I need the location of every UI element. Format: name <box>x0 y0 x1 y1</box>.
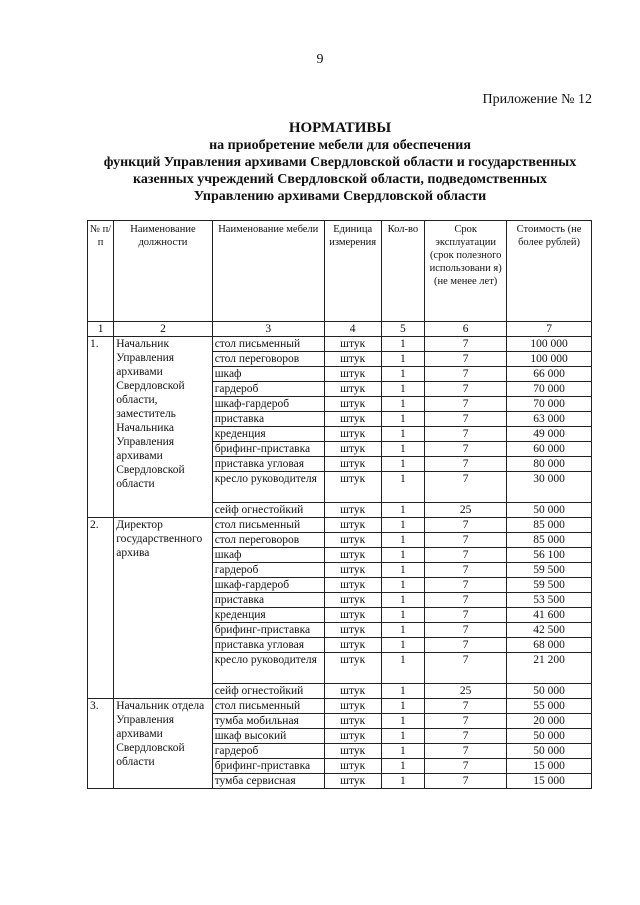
column-number: 6 <box>425 322 507 337</box>
service-life-cell: 7 <box>425 744 507 759</box>
unit-cell: штук <box>324 653 381 684</box>
unit-cell: штук <box>324 427 381 442</box>
cost-cell: 15 000 <box>507 774 592 789</box>
service-life-cell: 7 <box>425 442 507 457</box>
service-life-cell: 7 <box>425 653 507 684</box>
furniture-name: кресло руководителя <box>212 472 324 503</box>
furniture-name: шкаф <box>212 548 324 563</box>
service-life-cell: 7 <box>425 412 507 427</box>
quantity-cell: 1 <box>381 412 425 427</box>
column-number: 1 <box>88 322 114 337</box>
quantity-cell: 1 <box>381 714 425 729</box>
unit-cell: штук <box>324 593 381 608</box>
furniture-name: гардероб <box>212 744 324 759</box>
quantity-cell: 1 <box>381 623 425 638</box>
furniture-name: стол переговоров <box>212 533 324 548</box>
service-life-cell: 7 <box>425 714 507 729</box>
unit-cell: штук <box>324 442 381 457</box>
cost-cell: 55 000 <box>507 699 592 714</box>
unit-cell: штук <box>324 518 381 533</box>
furniture-name: приставка угловая <box>212 638 324 653</box>
unit-cell: штук <box>324 578 381 593</box>
cost-cell: 20 000 <box>507 714 592 729</box>
cost-cell: 70 000 <box>507 397 592 412</box>
furniture-name: стол письменный <box>212 699 324 714</box>
unit-cell: штук <box>324 367 381 382</box>
cost-cell: 49 000 <box>507 427 592 442</box>
service-life-cell: 7 <box>425 457 507 472</box>
unit-cell: штук <box>324 412 381 427</box>
unit-cell: штук <box>324 457 381 472</box>
furniture-name: гардероб <box>212 382 324 397</box>
service-life-cell: 7 <box>425 533 507 548</box>
quantity-cell: 1 <box>381 759 425 774</box>
furniture-name: брифинг-приставка <box>212 442 324 457</box>
service-life-cell: 7 <box>425 608 507 623</box>
table-header-row <box>88 221 592 322</box>
unit-cell: штук <box>324 638 381 653</box>
quantity-cell: 1 <box>381 593 425 608</box>
quantity-cell: 1 <box>381 684 425 699</box>
quantity-cell: 1 <box>381 337 425 352</box>
unit-cell: штук <box>324 382 381 397</box>
unit-cell: штук <box>324 774 381 789</box>
unit-cell: штук <box>324 548 381 563</box>
furniture-name: шкаф-гардероб <box>212 397 324 412</box>
service-life-cell: 7 <box>425 593 507 608</box>
unit-cell: штук <box>324 684 381 699</box>
furniture-name: тумба мобильная <box>212 714 324 729</box>
service-life-cell: 7 <box>425 518 507 533</box>
furniture-name: гардероб <box>212 563 324 578</box>
unit-cell: штук <box>324 699 381 714</box>
furniture-name: тумба сервисная <box>212 774 324 789</box>
quantity-cell: 1 <box>381 744 425 759</box>
quantity-cell: 1 <box>381 578 425 593</box>
appendix-label: Приложение № 12 <box>482 92 592 107</box>
header-num: № п/п <box>88 221 114 322</box>
column-number: 2 <box>114 322 212 337</box>
title-main: НОРМАТИВЫ <box>288 120 392 136</box>
furniture-name: стол письменный <box>212 518 324 533</box>
quantity-cell: 1 <box>381 608 425 623</box>
service-life-cell: 7 <box>425 729 507 744</box>
service-life-cell: 7 <box>425 352 507 367</box>
service-life-cell: 7 <box>425 578 507 593</box>
quantity-cell: 1 <box>381 397 425 412</box>
cost-cell: 60 000 <box>507 442 592 457</box>
service-life-cell: 7 <box>425 382 507 397</box>
furniture-name: сейф огнестойкий <box>212 503 324 518</box>
quantity-cell: 1 <box>381 427 425 442</box>
header-qty: Кол-во <box>381 221 425 322</box>
document-title <box>80 120 600 205</box>
cost-cell: 50 000 <box>507 503 592 518</box>
furniture-name: брифинг-приставка <box>212 759 324 774</box>
unit-cell: штук <box>324 608 381 623</box>
furniture-name: брифинг-приставка <box>212 623 324 638</box>
cost-cell: 100 000 <box>507 352 592 367</box>
furniture-norms-table <box>87 220 592 789</box>
row-number: 2. <box>88 518 114 699</box>
furniture-name: шкаф-гардероб <box>212 578 324 593</box>
furniture-name: шкаф высокий <box>212 729 324 744</box>
service-life-cell: 7 <box>425 337 507 352</box>
quantity-cell: 1 <box>381 699 425 714</box>
unit-cell: штук <box>324 729 381 744</box>
quantity-cell: 1 <box>381 653 425 684</box>
cost-cell: 59 500 <box>507 563 592 578</box>
unit-cell: штук <box>324 714 381 729</box>
furniture-name: стол переговоров <box>212 352 324 367</box>
quantity-cell: 1 <box>381 563 425 578</box>
unit-cell: штук <box>324 472 381 503</box>
service-life-cell: 7 <box>425 638 507 653</box>
service-life-cell: 7 <box>425 699 507 714</box>
row-number: 3. <box>88 699 114 789</box>
column-number: 7 <box>507 322 592 337</box>
cost-cell: 68 000 <box>507 638 592 653</box>
cost-cell: 56 100 <box>507 548 592 563</box>
header-position: Наименование должности <box>114 221 212 322</box>
unit-cell: штук <box>324 759 381 774</box>
cost-cell: 42 500 <box>507 623 592 638</box>
title-line-3: казенных учреждений Свердловской области, подведомственных <box>132 172 548 187</box>
column-number: 3 <box>212 322 324 337</box>
service-life-cell: 7 <box>425 397 507 412</box>
service-life-cell: 25 <box>425 503 507 518</box>
service-life-cell: 7 <box>425 563 507 578</box>
table-row <box>88 518 592 533</box>
quantity-cell: 1 <box>381 533 425 548</box>
column-number: 4 <box>324 322 381 337</box>
table-row <box>88 337 592 352</box>
cost-cell: 21 200 <box>507 653 592 684</box>
cost-cell: 50 000 <box>507 729 592 744</box>
table-row <box>88 699 592 714</box>
quantity-cell: 1 <box>381 472 425 503</box>
unit-cell: штук <box>324 623 381 638</box>
quantity-cell: 1 <box>381 518 425 533</box>
title-line-4: Управлению архивами Свердловской области <box>193 189 487 204</box>
table-body <box>88 337 592 789</box>
header-cost: Стоимость (не более рублей) <box>507 221 592 322</box>
furniture-name: стол письменный <box>212 337 324 352</box>
title-line-1: на приобретение мебели для обеспечения <box>209 138 471 153</box>
quantity-cell: 1 <box>381 729 425 744</box>
cost-cell: 30 000 <box>507 472 592 503</box>
cost-cell: 41 600 <box>507 608 592 623</box>
header-item: Наименование мебели <box>212 221 324 322</box>
quantity-cell: 1 <box>381 774 425 789</box>
service-life-cell: 7 <box>425 623 507 638</box>
furniture-name: шкаф <box>212 367 324 382</box>
unit-cell: штук <box>324 337 381 352</box>
unit-cell: штук <box>324 352 381 367</box>
cost-cell: 63 000 <box>507 412 592 427</box>
service-life-cell: 7 <box>425 367 507 382</box>
quantity-cell: 1 <box>381 352 425 367</box>
cost-cell: 59 500 <box>507 578 592 593</box>
cost-cell: 100 000 <box>507 337 592 352</box>
position-name: Начальник отдела Управления архивами Свердловской области <box>114 699 212 789</box>
row-number: 1. <box>88 337 114 518</box>
title-line-2: функций Управления архивами Свердловской области и государственных <box>103 155 577 170</box>
service-life-cell: 7 <box>425 774 507 789</box>
furniture-name: приставка <box>212 412 324 427</box>
cost-cell: 80 000 <box>507 457 592 472</box>
cost-cell: 53 500 <box>507 593 592 608</box>
column-number: 5 <box>381 322 425 337</box>
service-life-cell: 7 <box>425 427 507 442</box>
cost-cell: 70 000 <box>507 382 592 397</box>
service-life-cell: 7 <box>425 472 507 503</box>
furniture-name: сейф огнестойкий <box>212 684 324 699</box>
quantity-cell: 1 <box>381 503 425 518</box>
furniture-name: приставка угловая <box>212 457 324 472</box>
furniture-name: кресло руководителя <box>212 653 324 684</box>
position-name: Начальник Управления архивами Свердловской области, заместитель Начальника Управления архивами Свердловской области <box>114 337 212 518</box>
quantity-cell: 1 <box>381 548 425 563</box>
quantity-cell: 1 <box>381 442 425 457</box>
unit-cell: штук <box>324 397 381 412</box>
cost-cell: 66 000 <box>507 367 592 382</box>
page-number: 9 <box>316 52 324 67</box>
unit-cell: штук <box>324 503 381 518</box>
cost-cell: 15 000 <box>507 759 592 774</box>
quantity-cell: 1 <box>381 367 425 382</box>
header-unit: Единица измерения <box>324 221 381 322</box>
unit-cell: штук <box>324 533 381 548</box>
header-life: Срок эксплуатации (срок полезного использовани я) (не менее лет) <box>425 221 507 322</box>
unit-cell: штук <box>324 563 381 578</box>
cost-cell: 85 000 <box>507 518 592 533</box>
column-number-row <box>88 322 592 337</box>
quantity-cell: 1 <box>381 638 425 653</box>
unit-cell: штук <box>324 744 381 759</box>
service-life-cell: 7 <box>425 759 507 774</box>
furniture-name: приставка <box>212 593 324 608</box>
cost-cell: 50 000 <box>507 684 592 699</box>
service-life-cell: 25 <box>425 684 507 699</box>
position-name: Директор государственного архива <box>114 518 212 699</box>
service-life-cell: 7 <box>425 548 507 563</box>
quantity-cell: 1 <box>381 457 425 472</box>
furniture-name: креденция <box>212 608 324 623</box>
cost-cell: 85 000 <box>507 533 592 548</box>
furniture-name: креденция <box>212 427 324 442</box>
cost-cell: 50 000 <box>507 744 592 759</box>
quantity-cell: 1 <box>381 382 425 397</box>
